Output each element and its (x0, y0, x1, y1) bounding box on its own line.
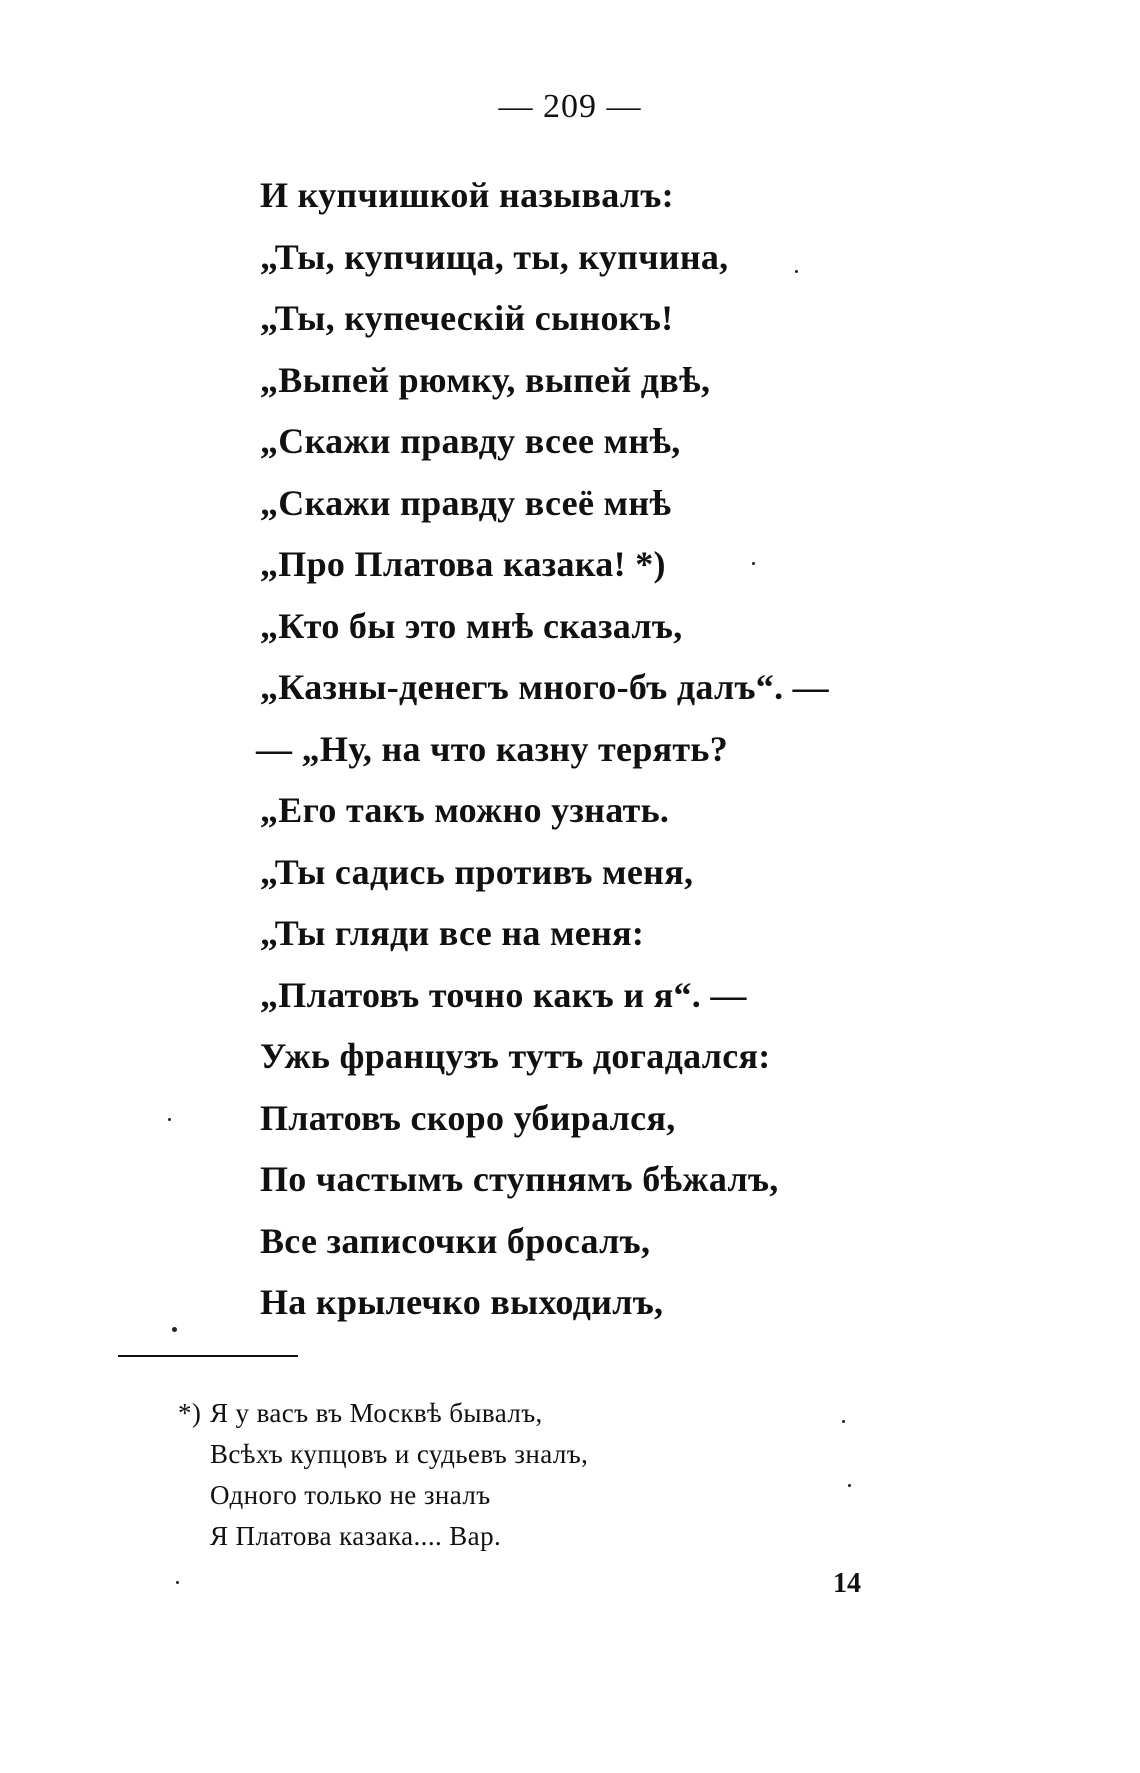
paper-speck (842, 1420, 845, 1423)
footnote-block (178, 1393, 588, 1557)
paper-speck (848, 1484, 851, 1487)
verse-line: На крылечко выходилъ, (260, 1282, 664, 1322)
verse-line: — „Ну, на что казну терять? (256, 728, 729, 769)
verse-line: По частымъ ступнямъ бѣжалъ, (260, 1159, 779, 1199)
paper-speck (176, 1581, 179, 1584)
paper-speck (752, 562, 755, 565)
verse-line: „Платовъ точно какъ и я“. — (260, 974, 747, 1015)
footnote-line: Всѣхъ купцовъ и судьевъ зналъ, (210, 1439, 589, 1469)
verse-line: „Ты, купеческій сынокъ! (260, 298, 674, 338)
footnote-divider (118, 1355, 298, 1357)
verse-line: „Его такъ можно узнать. (260, 790, 670, 830)
footnote-line: Я Платова казака.... Вар. (210, 1521, 502, 1551)
printer-signature-mark: 14 (833, 1568, 861, 1599)
paper-speck (168, 1118, 171, 1121)
footnote-line: Одного только не зналъ (210, 1480, 491, 1510)
verse-line: „Ты садись противъ меня, (260, 851, 694, 892)
verse-line: Ужь французъ тутъ догадался: (260, 1036, 771, 1076)
verse-line: „Ты гляди все на меня: (260, 913, 645, 953)
verse-line: „Скажи правду всее мнѣ, (260, 421, 681, 461)
page-number: — 209 — (498, 88, 642, 125)
paper-speck (795, 270, 798, 273)
verse-line: „Кто бы это мнѣ сказалъ, (260, 605, 683, 646)
paper-speck (172, 1327, 177, 1332)
verse-line: „Ты, купчища, ты, купчина, (260, 236, 729, 277)
verse-block (256, 165, 829, 1334)
verse-line: Платовъ скоро убирался, (260, 1097, 676, 1138)
verse-line: „Выпей рюмку, выпей двѣ, (260, 359, 711, 400)
verse-line: И купчишкой называлъ: (260, 175, 674, 215)
footnote-marker: *) (178, 1398, 202, 1428)
verse-line: „Казны-денегъ много-бъ далъ“. — (260, 667, 829, 707)
footnote-line (178, 1393, 588, 1434)
footnote-text: Я у васъ въ Москвѣ бывалъ, (210, 1398, 543, 1428)
verse-line: „Про Платова казака! *) (260, 544, 666, 584)
verse-line: „Скажи правду всеё мнѣ (260, 482, 672, 523)
verse-line: Все записочки бросалъ, (260, 1220, 651, 1261)
